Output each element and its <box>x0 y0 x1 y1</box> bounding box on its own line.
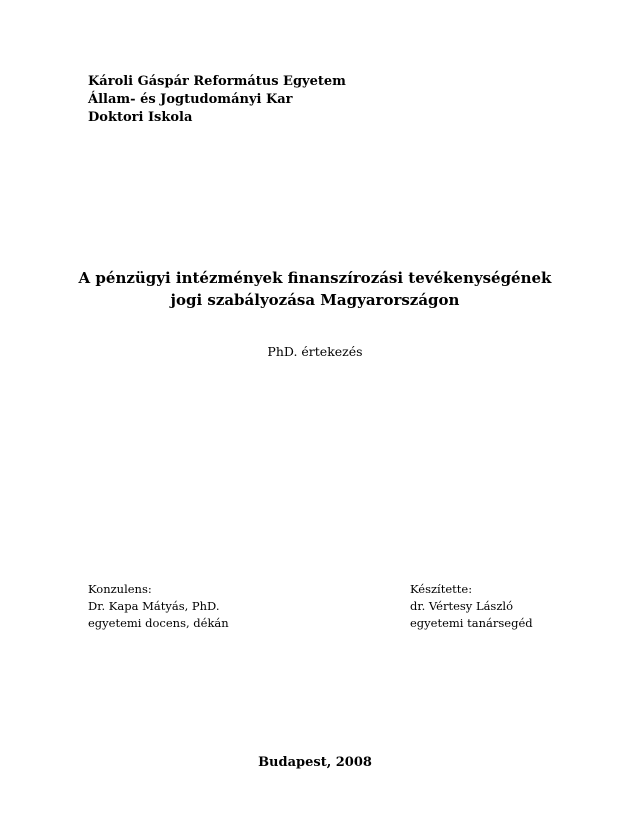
thesis-title <box>0 267 630 311</box>
consultant-position: egyetemi docens, dékán <box>88 616 229 630</box>
author-block <box>410 581 533 632</box>
consultant-label: Konzulens: <box>88 582 152 596</box>
university-name: Károli Gáspár Református Egyetem <box>88 74 346 89</box>
thesis-title-line-1: A pénzügyi intézmények finanszírozási tevékenységének <box>78 269 552 287</box>
thesis-title-line-2: jogi szabályozása Magyarországon <box>170 291 460 309</box>
author-position: egyetemi tanársegéd <box>410 616 533 630</box>
author-name: dr. Vértesy László <box>410 599 513 613</box>
consultant-block <box>88 581 229 632</box>
author-label: Készítette: <box>410 582 473 596</box>
document-type: PhD. értekezés <box>267 344 363 359</box>
faculty-name: Állam- és Jogtudományi Kar <box>88 92 293 107</box>
school-name: Doktori Iskola <box>88 110 193 125</box>
consultant-name: Dr. Kapa Mátyás, PhD. <box>88 599 220 613</box>
institution-block <box>88 73 346 127</box>
place-and-date: Budapest, 2008 <box>258 755 372 770</box>
